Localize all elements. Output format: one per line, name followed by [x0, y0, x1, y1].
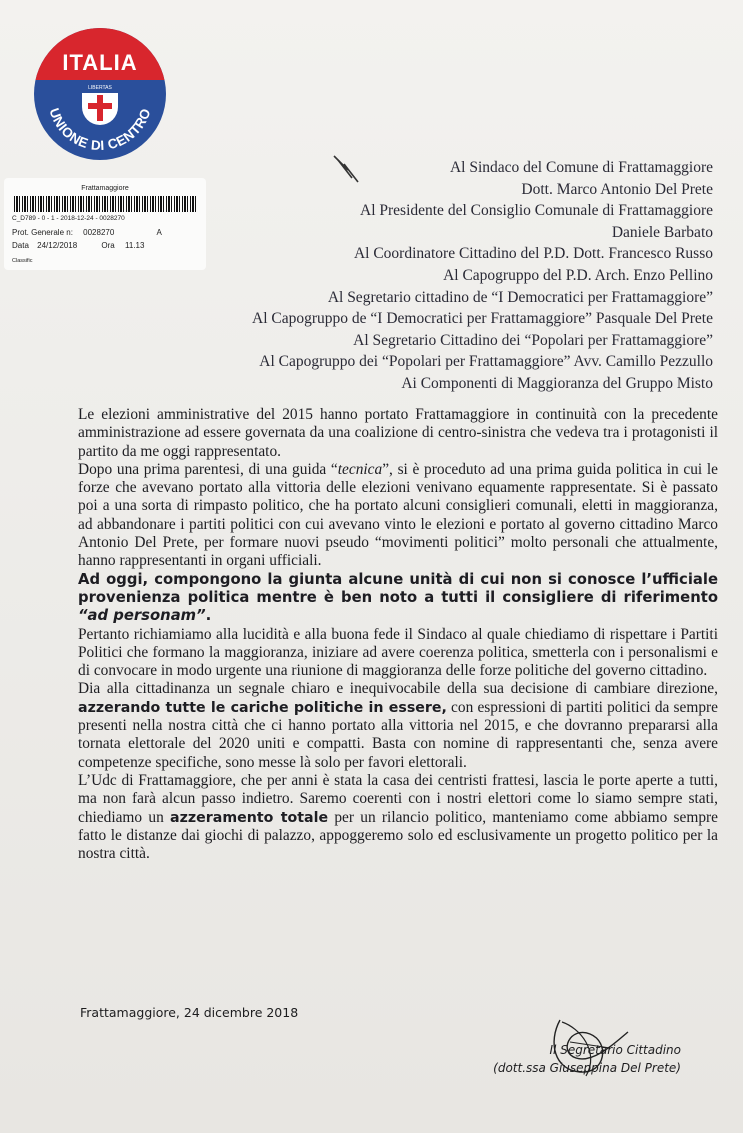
stamp-prot-row	[12, 228, 162, 237]
recipient-line: Al Segretario cittadino de “I Democratici per Frattamaggiore”	[327, 288, 713, 306]
body-paragraph-5	[78, 680, 718, 771]
stamp-city: Frattamaggiore	[81, 185, 129, 192]
stamp-time-value: 11.13	[125, 241, 145, 250]
letter-body	[78, 406, 718, 863]
p6-bold: azzeramento totale	[170, 809, 329, 826]
recipient-list	[252, 157, 713, 395]
stamp-prot-number: 0028270	[83, 228, 115, 237]
logo-arc-label: UNIONE DI CENTRO	[46, 106, 154, 154]
p6-text-b: per un rilancio politico, manteniamo come abbiamo sempre fatto le distanze dai giochi di palazzo, appoggeremo solo ed esclusivamente un progetto politico per la nostra città.	[78, 808, 718, 863]
recipient-line: Al Presidente del Consiglio Comunale di Frattamaggiore	[360, 202, 713, 220]
signatory-name: (dott.ssa Giuseppina Del Prete)	[493, 1061, 681, 1075]
p5-bold: azzerando tutte le cariche politiche in essere,	[78, 699, 447, 716]
body-paragraph-3	[78, 571, 718, 626]
stamp-time-label: Ora	[101, 241, 115, 250]
party-logo	[34, 28, 166, 160]
body-paragraph-4: Pertanto richiamiamo alla lucidità e alla buona fede il Sindaco al quale chiediamo di rispettare i Partiti Politici che formano la maggioranza, iniziare ad avere coerenza politica, smetterla con i personalismi e di convocare in modo urgente una riunione di maggioranza delle forze politiche del governo cittadino.	[78, 625, 718, 680]
recipient-line: Al Coordinatore Cittadino del P.D. Dott. Francesco Russo	[353, 245, 713, 263]
p3-emphasis: “ad personam”	[78, 607, 206, 625]
signatory-title: Il Segretario Cittadino	[549, 1043, 681, 1057]
recipient-line: Ai Componenti di Maggioranza del Gruppo Misto	[401, 374, 713, 392]
recipient-line: Dott. Marco Antonio Del Prete	[521, 180, 713, 198]
p2-text-b: ”, si è proceduto ad una prima guida politica in cui le forze che avevano portato alla vittoria delle elezioni venivano equamente rappresentate. Si è passato poi a una sorta di rimpasto politico, che ha portato alcuni consiglieri comunali, eletti in maggioranza, ad abbandonare i partiti politici con cui avevano vinto le elezioni e portato al governo cittadino Marco Antonio Del Prete, per formare nuovi pseudo “movimenti politici” molto personali che attualmente, hanno rappresentanti in organi ufficiali.	[78, 460, 718, 570]
shield-text: LIBERTAS	[82, 83, 118, 93]
recipient-line: Al Capogruppo dei “Popolari per Frattamaggiore” Avv. Camillo Pezzullo	[259, 353, 713, 371]
stamp-date-label: Data	[12, 241, 29, 250]
recipient-line: Al Segretario Cittadino dei “Popolari per Frattamaggiore”	[353, 331, 713, 349]
svg-text:UNIONE DI CENTRO	[46, 106, 153, 153]
recipient-line: Daniele Barbato	[611, 223, 713, 241]
stamp-date-row	[12, 241, 144, 250]
logo-arc-text	[34, 28, 166, 160]
body-paragraph-1: Le elezioni amministrative del 2015 hanno portato Frattamaggiore in continuità con la precedente amministrazione ad essere governata da una coalizione di centro-sinistra che vedeva tra i protagonisti il partito da me oggi rappresentato.	[78, 406, 718, 460]
p3-text-b: .	[205, 607, 212, 625]
p3-text-a: Ad oggi, compongono la giunta alcune unità di cui non si conosce l’ufficiale provenienza politica mentre è ben noto a tutti il consigliere di riferimento	[78, 570, 718, 606]
letter-date: Frattamaggiore, 24 dicembre 2018	[80, 1005, 299, 1020]
protocol-stamp	[4, 178, 206, 270]
p5-text-a: Dia alla cittadinanza un segnale chiaro e inequivocabile della sua decisione di cambiare direzione,	[78, 680, 718, 698]
barcode-icon	[14, 196, 198, 212]
recipient-line: Al Sindaco del Comune di Frattamaggiore	[449, 159, 713, 176]
p5-text-b: con espressioni di partiti politici da sempre presenti nella nostra città che ci hanno portato alla vittoria nel 2015, e che dovranno prepararsi alla tornata elettorale del 2020 uniti e compatti. Basta con nomine di rappresentanti che, senza avere competenze specifiche, sono messe là solo per favori elettorali.	[78, 698, 718, 771]
stamp-prot-letter: A	[156, 228, 162, 237]
p6-text-a: L’Udc di Frattamaggiore, che per anni è stata la casa dei centristi frattesi, lascia le porte aperte a tutti, ma non farà alcun passo indietro. Saremo coerenti con i nostri elettori come lo siamo sempre stati, chiediamo un	[78, 771, 718, 826]
stamp-prot-label: Prot. Generale n:	[12, 228, 73, 237]
p2-text-a: Dopo una prima parentesi, di una guida “	[78, 460, 338, 478]
p2-emphasis: tecnica	[337, 460, 383, 478]
logo-title: ITALIA	[62, 50, 138, 75]
body-paragraph-6	[78, 772, 718, 863]
recipient-line: Al Capogruppo del P.D. Arch. Enzo Pellino	[443, 266, 713, 284]
stamp-code: C_D789 - 0 - 1 - 2018-12-24 - 0028270	[12, 215, 125, 222]
body-paragraph-2	[78, 461, 718, 571]
recipient-line: Al Capogruppo de “I Democratici per Frattamaggiore” Pasquale Del Prete	[252, 310, 713, 328]
stamp-date-value: 24/12/2018	[37, 241, 78, 250]
stamp-class: Classific	[12, 258, 33, 264]
